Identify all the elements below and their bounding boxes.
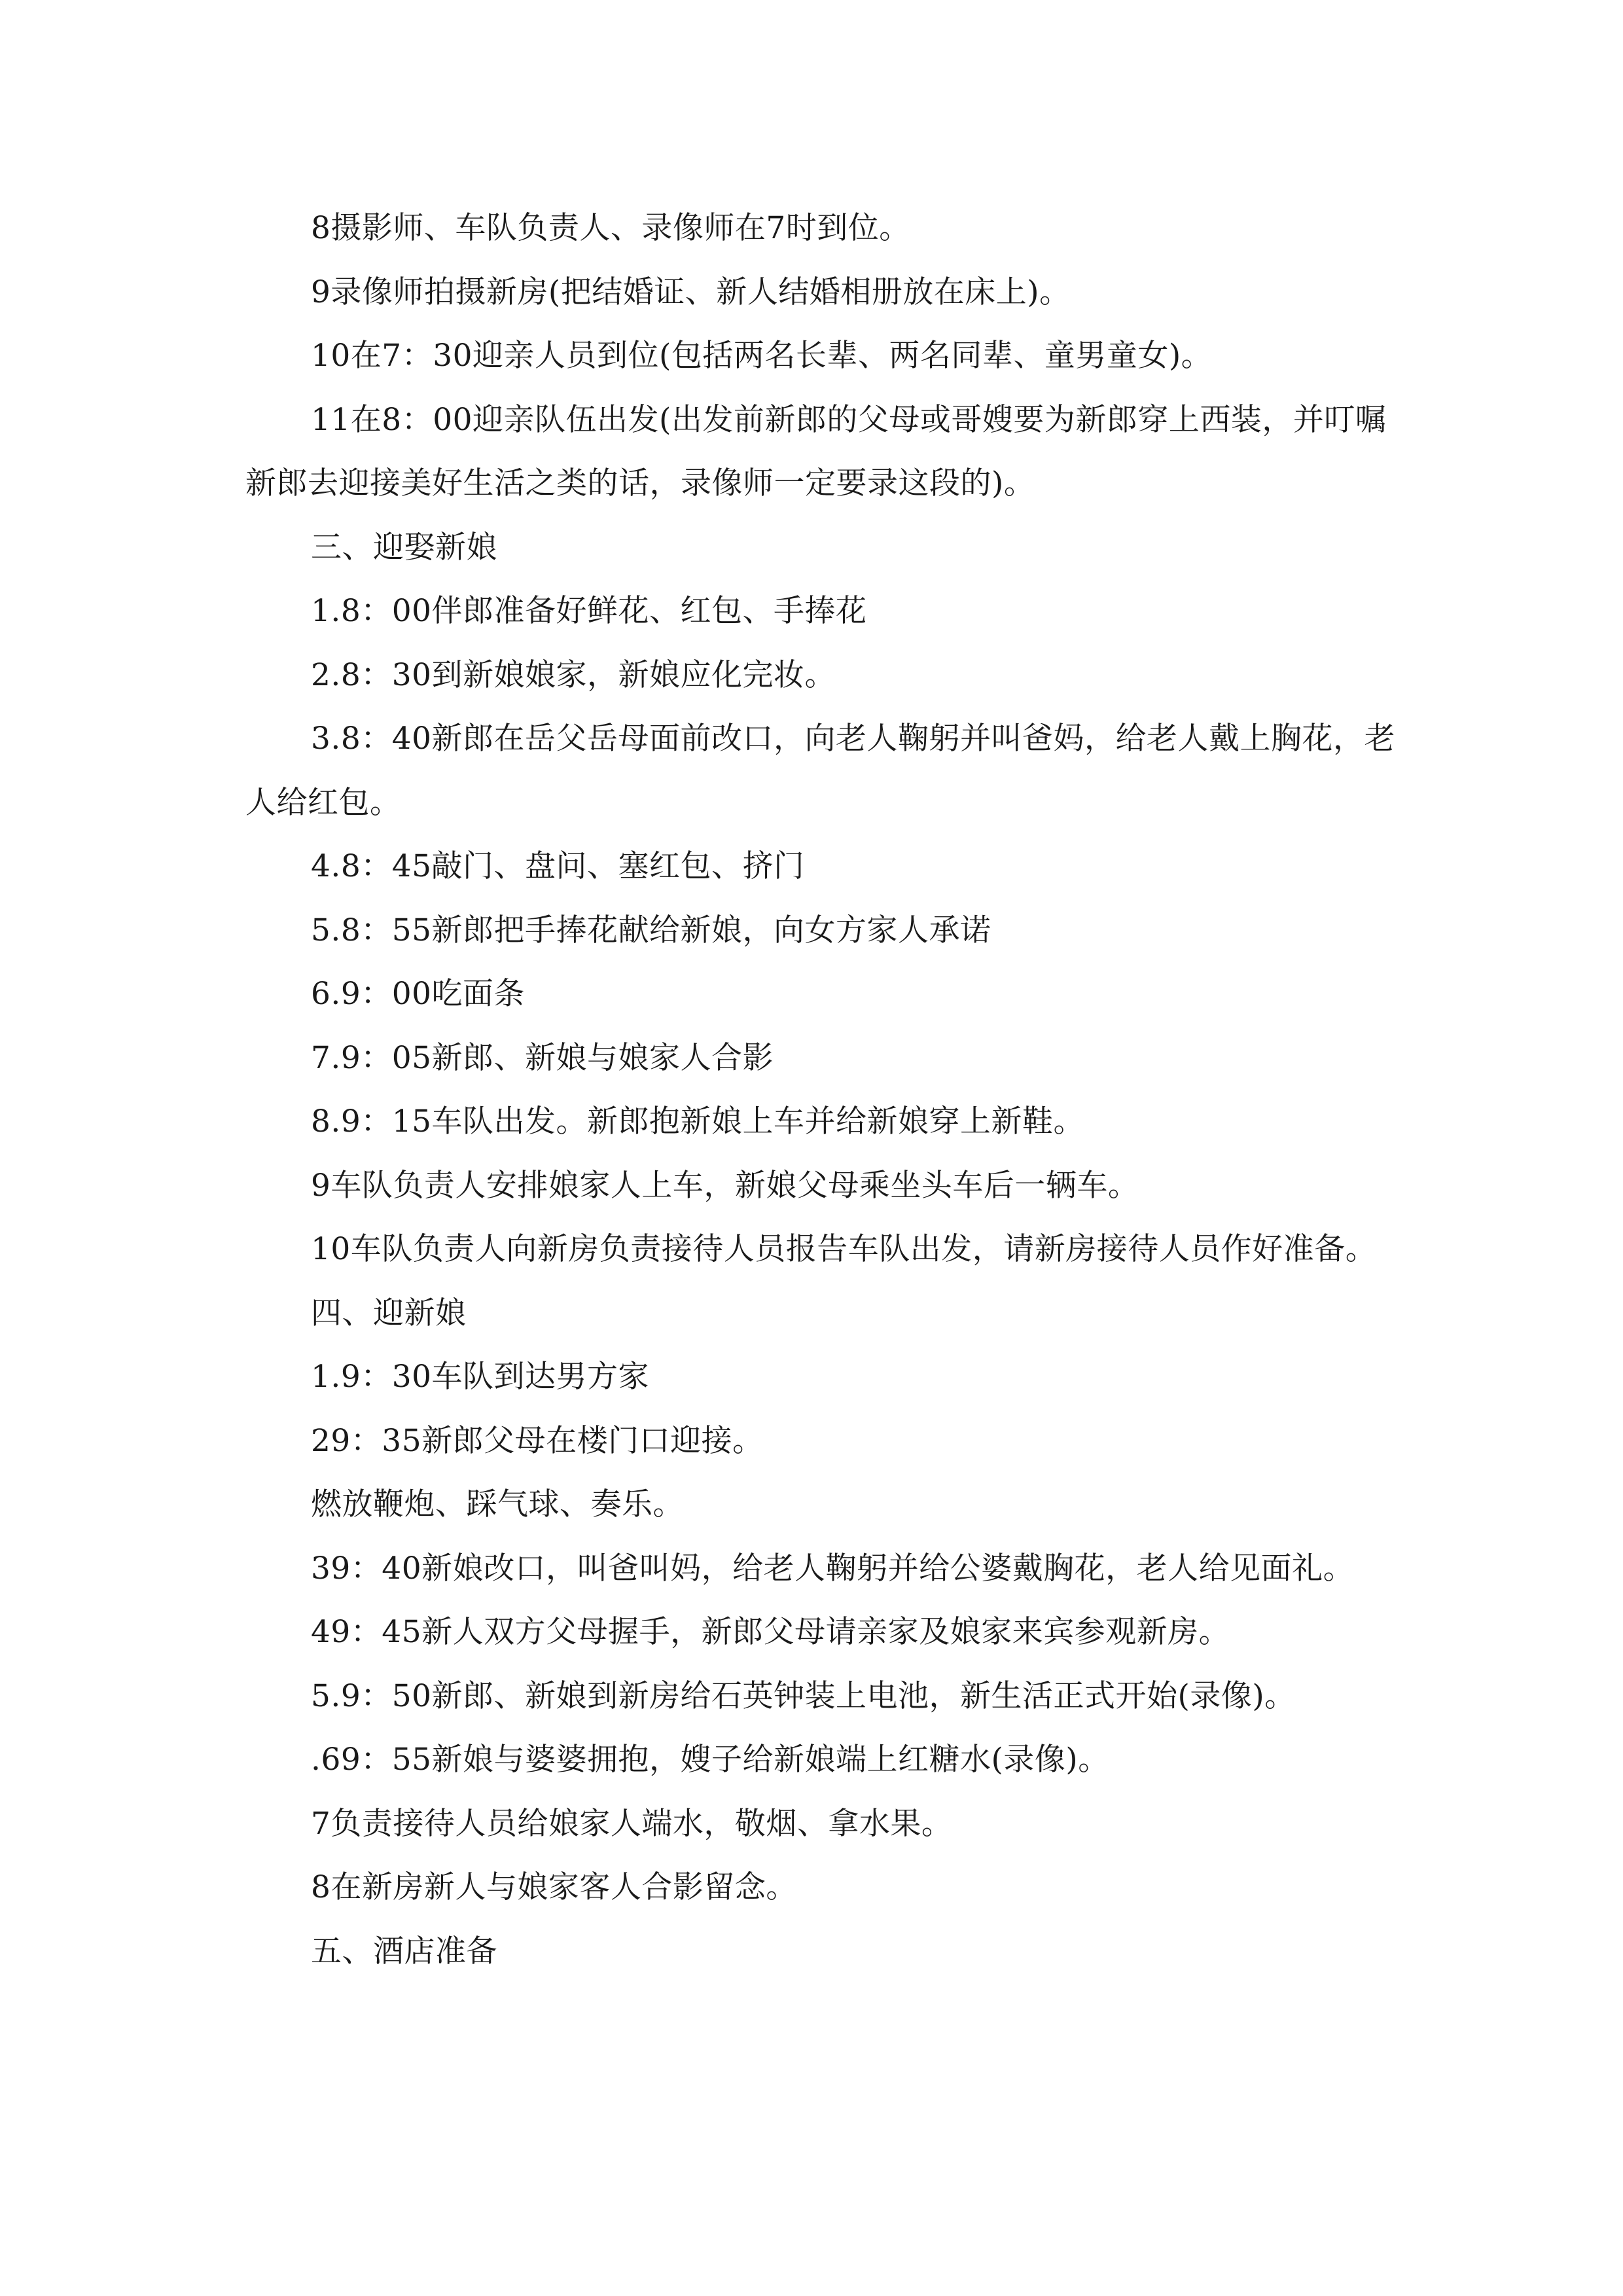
paragraph-item: 39：40新娘改口，叫爸叫妈，给老人鞠躬并给公婆戴胸花，老人给见面礼。 bbox=[311, 1550, 1355, 1587]
paragraph-item-8: 8摄影师、车队负责人、录像师在7时到位。 bbox=[311, 210, 910, 246]
paragraph-item: 5.9：50新郎、新娘到新房给石英钟装上电池，新生活正式开始(录像)。 bbox=[311, 1677, 1296, 1714]
paragraph-item: 8在新房新人与娘家客人合影留念。 bbox=[311, 1869, 797, 1905]
paragraph-item-10: 10在7：30迎亲人员到位(包括两名长辈、两名同辈、童男童女)。 bbox=[311, 338, 1213, 374]
section-heading-5: 五、酒店准备 bbox=[311, 1933, 497, 1969]
paragraph-item-11: 11在8：00迎亲队伍出发(出发前新郎的父母或哥嫂要为新郎穿上西装，并叮嘱新郎去迎接美好生活之类的话，录像师一定要录这段的)。 bbox=[245, 401, 1387, 501]
paragraph-item: 2.8：30到新娘娘家，新娘应化完妆。 bbox=[311, 656, 836, 693]
paragraph-item: 49：45新人双方父母握手，新郎父母请亲家及娘家来宾参观新房。 bbox=[311, 1614, 1230, 1650]
paragraph-item: 4.8：45敲门、盘问、塞红包、挤门 bbox=[311, 848, 805, 884]
paragraph-item: 7.9：05新郎、新娘与娘家人合影 bbox=[311, 1039, 774, 1076]
paragraph-item: .69：55新娘与婆婆拥抱，嫂子给新娘端上红糖水(录像)。 bbox=[311, 1742, 1109, 1778]
paragraph-item: 29：35新郎父母在楼门口迎接。 bbox=[311, 1422, 764, 1459]
paragraph-item: 6.9：00吃面条 bbox=[311, 976, 526, 1012]
paragraph-item: 3.8：40新郎在岳父岳母面前改口，向老人鞠躬并叫爸妈，给老人戴上胸花，老人给红包。 bbox=[245, 721, 1396, 821]
section-heading-3: 三、迎娶新娘 bbox=[311, 529, 497, 565]
paragraph-item: 5.8：55新郎把手捧花献给新娘，向女方家人承诺 bbox=[311, 912, 991, 948]
paragraph-item: 1.9：30车队到达男方家 bbox=[311, 1359, 650, 1395]
paragraph-item: 1.8：00伴郎准备好鲜花、红包、手捧花 bbox=[311, 593, 867, 629]
section-heading-4: 四、迎新娘 bbox=[311, 1295, 467, 1331]
paragraph-item-9: 9录像师拍摄新房(把结婚证、新人结婚相册放在床上)。 bbox=[311, 274, 1071, 310]
paragraph-item: 8.9：15车队出发。新郎抱新娘上车并给新娘穿上新鞋。 bbox=[311, 1103, 1085, 1139]
paragraph-item: 7负责接待人员给娘家人端水，敬烟、拿水果。 bbox=[311, 1805, 953, 1842]
paragraph-item: 9车队负责人安排娘家人上车，新娘父母乘坐头车后一辆车。 bbox=[311, 1167, 1139, 1204]
paragraph-item: 燃放鞭炮、踩气球、奏乐。 bbox=[311, 1486, 684, 1522]
paragraph-item: 10车队负责人向新房负责接待人员报告车队出发，请新房接待人员作好准备。 bbox=[311, 1231, 1377, 1267]
document-body bbox=[245, 196, 1400, 1983]
